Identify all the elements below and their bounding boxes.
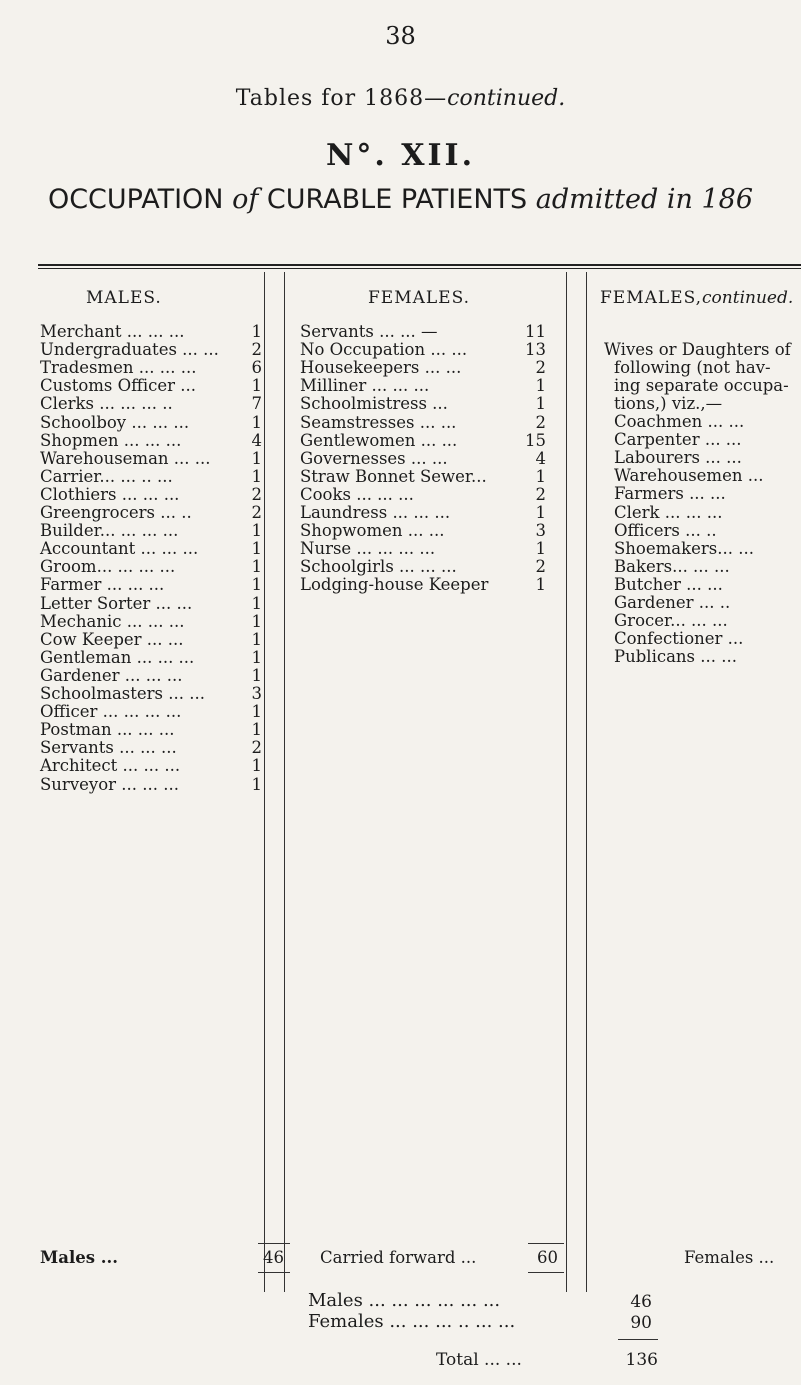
carried-sum-rule-bottom — [528, 1272, 564, 1273]
female-row-occupation: Shopwomen ... ... — [300, 521, 445, 541]
title-main: OCCUPATION — [47, 184, 233, 215]
female-row-count: 1 — [535, 575, 546, 595]
female-row-count: 2 — [535, 412, 546, 432]
table-number: N°. XII. — [325, 138, 476, 173]
male-row-occupation: Surveyor ... ... ... — [40, 774, 179, 794]
female-row-count: 2 — [535, 358, 546, 378]
male-row-count: 1 — [251, 756, 262, 776]
females-continued-total-label: Females ... — [684, 1248, 775, 1267]
male-row-occupation: Shopmen ... ... ... — [40, 430, 182, 450]
females-continued-row: Coachmen ... ... — [614, 412, 745, 431]
females-continued-italic: continued. — [702, 288, 794, 308]
column-divider — [284, 272, 285, 1292]
female-row-occupation: Schoolgirls ... ... ... — [300, 557, 457, 577]
summary-males: 46 — [630, 1292, 652, 1312]
summary-rule — [618, 1339, 658, 1340]
male-row-occupation: Builder... ... ... ... — [40, 521, 179, 541]
females-continued-heading — [600, 288, 793, 308]
males-total: 46 — [263, 1248, 284, 1267]
females-continued-row: Labourers ... ... — [614, 448, 742, 468]
female-row-count: 4 — [535, 448, 546, 468]
summary-females-label: Females ... ... ... .. ... ... — [308, 1311, 516, 1332]
female-row-occupation: Cooks ... ... ... — [300, 484, 414, 504]
female-row-occupation: No Occupation ... ... — [300, 340, 468, 360]
running-header — [0, 86, 801, 111]
male-row-count: 1 — [251, 575, 262, 595]
female-row-count: 1 — [535, 539, 546, 559]
male-row-count: 1 — [251, 376, 262, 396]
male-row-count: 1 — [251, 665, 262, 685]
male-row-occupation: Servants ... ... ... — [40, 738, 177, 758]
females-continued-row: Publicans ... ... — [614, 647, 737, 667]
female-row-count: 1 — [535, 376, 546, 396]
female-row-occupation: Milliner ... ... ... — [300, 376, 430, 396]
summary-females: 90 — [630, 1313, 652, 1333]
summary-males-label: Males ... ... ... ... ... ... — [308, 1290, 501, 1311]
females-continued-row: Butcher ... ... — [614, 574, 723, 594]
females-continued-intro-line: following (not hav- — [614, 358, 771, 378]
females-continued-row: Officers ... .. — [614, 520, 717, 540]
male-row-occupation: Greengrocers ... .. — [40, 503, 192, 522]
female-row-count: 13 — [525, 340, 546, 360]
females-continued-row: Gardener ... .. — [614, 593, 731, 612]
females-continued-intro-line: ing separate occupa- — [614, 376, 789, 396]
male-row-occupation: Merchant ... ... ... — [40, 322, 185, 341]
female-row-occupation: Lodging-house Keeper — [300, 575, 489, 595]
male-row-count: 2 — [251, 340, 262, 360]
male-row-count: 2 — [251, 503, 262, 522]
female-row-occupation: Schoolmistress ... — [300, 394, 448, 414]
female-row-occupation: Laundress ... ... ... — [300, 503, 451, 522]
male-row-count: 1 — [251, 322, 262, 341]
female-row-count: 11 — [525, 322, 546, 341]
female-row-count: 1 — [535, 503, 546, 522]
male-row-occupation: Farmer ... ... ... — [40, 575, 165, 595]
male-row-count: 1 — [251, 774, 262, 794]
male-row-occupation: Postman ... ... ... — [40, 720, 175, 740]
male-row-count: 3 — [251, 684, 262, 703]
male-row-count: 1 — [251, 448, 262, 468]
column-divider — [586, 272, 587, 1292]
females-continued-row: Clerk ... ... ... — [614, 502, 723, 522]
female-row-count: 3 — [535, 521, 546, 541]
male-row-count: 1 — [251, 521, 262, 541]
male-row-count: 6 — [251, 358, 262, 378]
female-row-occupation: Nurse ... ... ... ... — [300, 539, 436, 559]
male-row-count: 1 — [251, 539, 262, 559]
male-row-occupation: Clothiers ... ... ... — [40, 484, 180, 504]
male-row-occupation: Letter Sorter ... ... — [40, 593, 193, 613]
males-heading: MALES. — [86, 288, 162, 308]
male-row-count: 2 — [251, 484, 262, 504]
male-row-occupation: Customs Officer ... — [40, 376, 197, 396]
male-row-count: 2 — [251, 738, 262, 758]
top-rule-thin — [38, 268, 801, 269]
male-row-occupation: Groom... ... ... ... — [40, 557, 176, 577]
male-row-count: 1 — [251, 720, 262, 740]
female-row-occupation: Seamstresses ... ... — [300, 412, 457, 432]
header-tables-for: Tables for 1868— — [235, 86, 448, 111]
females-continued-row: Bakers... ... ... — [614, 556, 730, 576]
male-row-occupation: Clerks ... ... ... .. — [40, 394, 173, 414]
title-admitted: admitted in 186 — [535, 184, 754, 215]
male-row-count: 1 — [251, 412, 262, 432]
female-row-occupation: Straw Bonnet Sewer... — [300, 466, 487, 486]
male-row-occupation: Officer ... ... ... ... — [40, 702, 182, 722]
summary-total-label: Total ... ... — [436, 1350, 522, 1370]
male-row-occupation: Undergraduates ... ... — [40, 340, 219, 360]
females-continued-row: Farmers ... ... — [614, 484, 726, 504]
male-row-occupation: Tradesmen ... ... ... — [40, 358, 197, 378]
male-row-count: 1 — [251, 629, 262, 649]
female-row-count: 2 — [535, 484, 546, 504]
female-row-count: 1 — [535, 466, 546, 486]
page-number: 38 — [385, 22, 416, 50]
top-rule — [38, 264, 801, 266]
males-sum-rule-bottom — [258, 1272, 290, 1273]
male-row-occupation: Schoolmasters ... ... — [40, 684, 205, 703]
male-row-count: 1 — [251, 593, 262, 613]
carried-forward-total: 60 — [537, 1248, 558, 1267]
female-row-occupation: Gentlewomen ... ... — [300, 430, 458, 450]
male-row-occupation: Gardener ... ... ... — [40, 665, 183, 685]
female-row-occupation: Housekeepers ... ... — [300, 358, 462, 378]
female-row-occupation: Servants ... ... — — [300, 322, 438, 341]
table-title — [0, 184, 801, 215]
summary-total: 136 — [625, 1350, 658, 1370]
male-row-count: 1 — [251, 611, 262, 631]
column-divider — [264, 272, 265, 1292]
carried-sum-rule — [528, 1243, 564, 1244]
females-continued-intro-line: tions,) viz.,— — [614, 394, 723, 414]
female-row-count: 2 — [535, 557, 546, 577]
females-continued-row: Carpenter ... ... — [614, 430, 742, 450]
females-heading: FEMALES. — [368, 288, 471, 308]
male-row-occupation: Carrier... ... .. ... — [40, 466, 173, 486]
male-row-count: 4 — [251, 430, 262, 450]
male-row-count: 1 — [251, 702, 262, 722]
females-continued-row: Confectioner ... — [614, 629, 744, 649]
title-rest: CURABLE PATIENTS — [258, 184, 536, 215]
females-continued-row: Grocer... ... ... — [614, 611, 728, 631]
male-row-occupation: Accountant ... ... ... — [40, 539, 199, 559]
male-row-occupation: Warehouseman ... ... — [40, 448, 211, 468]
male-row-occupation: Cow Keeper ... ... — [40, 629, 184, 649]
male-row-occupation: Schoolboy ... ... ... — [40, 412, 190, 432]
males-sum-rule — [258, 1243, 290, 1244]
male-row-count: 1 — [251, 557, 262, 577]
females-continued-intro-line: Wives or Daughters of — [604, 340, 791, 359]
male-row-occupation: Mechanic ... ... ... — [40, 611, 185, 631]
females-continued-label: FEMALES, — [600, 288, 703, 308]
males-total-label: Males ... — [40, 1248, 118, 1267]
female-row-occupation: Governesses ... ... — [300, 448, 448, 468]
column-divider — [566, 272, 567, 1292]
females-continued-row: Warehousemen ... — [614, 466, 764, 486]
header-continued: continued. — [447, 86, 566, 111]
male-row-count: 7 — [251, 394, 262, 414]
females-continued-row: Shoemakers... ... — [614, 538, 754, 558]
carried-forward-label: Carried forward ... — [320, 1248, 477, 1267]
male-row-count: 1 — [251, 466, 262, 486]
male-row-occupation: Gentleman ... ... ... — [40, 647, 195, 667]
title-of: of — [232, 184, 259, 215]
female-row-count: 15 — [525, 430, 546, 450]
male-row-occupation: Architect ... ... ... — [40, 756, 181, 776]
male-row-count: 1 — [251, 647, 262, 667]
female-row-count: 1 — [535, 394, 546, 414]
